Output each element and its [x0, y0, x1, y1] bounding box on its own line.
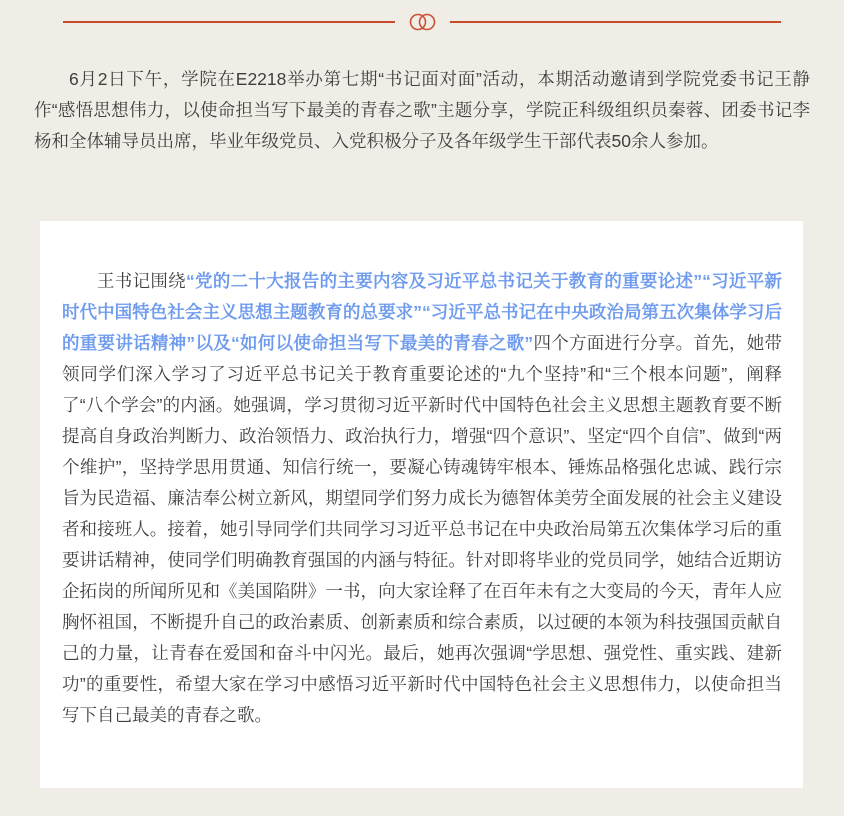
divider-line-left	[63, 21, 395, 23]
double-ring-icon	[406, 12, 439, 32]
divider-line-right	[450, 21, 782, 23]
card-paragraph-highlight: “党的二十大报告的主要内容及习近平总书记关于教育的重要论述”“习近平新时代中国特色社会主义思想主题教育的总要求”“习近平总书记在中央政治局第五次集体学习后的重要讲话精神”以及“如何以使命担当写下最美的青春之歌”	[62, 270, 783, 353]
card-paragraph	[62, 266, 782, 731]
section-divider	[63, 0, 781, 34]
content-card	[40, 221, 803, 788]
intro-paragraph: 6月2日下午，学院在E2218举办第七期“书记面对面”活动，本期活动邀请到学院党委书记王静作“感悟思想伟力，以使命担当写下最美的青春之歌”主题分享，学院正科级组织员秦蓉、团委书记李杨和全体辅导员出席，毕业年级党员、入党积极分子及各年级学生干部代表50余人参加。	[34, 69, 810, 151]
card-paragraph-rest: 四个方面进行分享。首先，她带领同学们深入学习了习近平总书记关于教育重要论述的“九个坚持”和“三个根本问题”，阐释了“八个学会”的内涵。她强调，学习贯彻习近平新时代中国特色社会主义思想主题教育要不断提高自身政治判断力、政治领悟力、政治执行力，增强“四个意识”、坚定“四个自信”、做到“两个维护”，坚持学思用贯通、知信行统一，要凝心铸魂铸牢根本、锤炼品格强化忠诚、践行宗旨为民造福、廉洁奉公树立新风，期望同学们努力成长为德智体美劳全面发展的社会主义建设者和接班人。接着，她引导同学们共同学习习近平总书记在中央政治局第五次集体学习后的重要讲话精神，使同学们明确教育强国的内涵与特征。针对即将毕业的党员同学，她结合近期访企拓岗的所闻所见和《美国陷阱》一书，向大家诠释了在百年未有之大变局的今天，青年人应胸怀祖国，不断提升自己的政治素质、创新素质和综合素质，以过硬的本领为科技强国贡献自己的力量，让青春在爱国和奋斗中闪光。最后，她再次强调“学思想、强党性、重实践、建新功”的重要性，希望大家在学习中感悟习近平新时代中国特色社会主义思想伟力，以使命担当写下自己最美的青春之歌。	[62, 332, 783, 725]
card-paragraph-lead: 王书记围绕	[97, 270, 186, 291]
